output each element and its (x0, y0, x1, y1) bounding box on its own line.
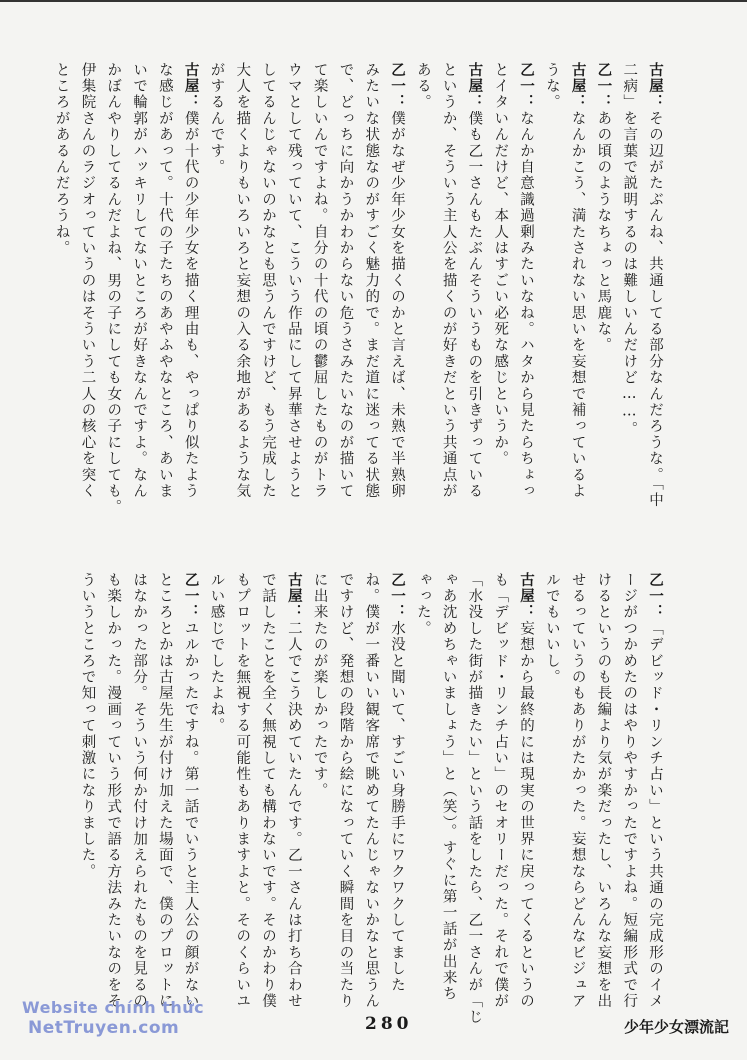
line-text: みたいな状態なのがすごく魅力的で。まだ道に迷ってる状態 (363, 62, 380, 500)
speaker-label: 古屋： (569, 62, 586, 111)
text-line (332, 62, 358, 499)
speaker-label: 乙一： (389, 572, 406, 621)
line-text: せるっていうのもありがたかった。妄想ならどんなビジュア (569, 572, 586, 1010)
line-text: あの頃のようなちょっと馬鹿な。 (595, 110, 612, 354)
speaker-label: 乙一： (647, 572, 663, 621)
upper-text-block (48, 62, 667, 516)
text-line (435, 572, 461, 1002)
text-line (228, 62, 254, 499)
line-text: ところとかは古屋先生が付け加えた場面で、僕のプロットに (156, 572, 173, 1010)
text-line (590, 62, 616, 354)
line-text: に出来たのが楽しかったです。 (311, 572, 328, 799)
page-number: 280 (365, 1014, 413, 1034)
text-line (228, 572, 254, 1009)
text-line (74, 572, 100, 880)
text-line (177, 62, 203, 499)
line-text: かぼんやりしてるんだよね、男の子にしても女の子にしても。 (105, 62, 122, 516)
line-text: な感じがあって。十代の子たちのあやふやなところ、あいま (156, 62, 173, 500)
text-line (512, 572, 538, 1009)
text-line (306, 62, 332, 499)
line-text: で、どっちに向かうかわからない危うさみたいなのが描いて (337, 62, 354, 500)
text-line (590, 572, 616, 1009)
line-text: ユルかったですね。第一話でいうと主人公の顔がない (182, 620, 199, 1010)
text-line (151, 62, 177, 499)
speaker-label: 乙一： (595, 62, 612, 111)
line-text: 僕も乙一さんもたぶんそういうものを引きずっている (466, 110, 483, 500)
line-text: 「水没した街が描きたい」という話をしたら、乙一さんが「じ (466, 572, 483, 1026)
text-line (151, 572, 177, 1009)
line-text: ね。僕が一番いい観客席で眺めてたんじゃないかなと思うん (363, 572, 380, 1010)
line-text: ところがあるんだろうね。 (53, 62, 70, 257)
text-line (254, 62, 280, 499)
text-line (332, 572, 358, 1009)
line-text: ある。 (414, 62, 431, 111)
line-text: ウマとして残っていて、こういう作品にして昇華させようと (285, 62, 302, 500)
speaker-label: 乙一： (389, 62, 406, 111)
text-line (512, 62, 538, 499)
text-line (203, 62, 229, 175)
line-text: ゃった。 (414, 572, 431, 637)
speaker-label: 乙一： (518, 62, 535, 111)
text-line (435, 62, 461, 499)
text-line (280, 62, 306, 499)
line-text: とイタいんだけど、本人はすごい必死な感じというか。 (492, 62, 509, 467)
book-title: 少年少女漂流記 (623, 1018, 729, 1036)
text-line (615, 572, 641, 1009)
line-text: ゃあ沈めちゃいましょう」と（笑）。すぐに第一話が出来ち (440, 572, 457, 1003)
text-line (486, 572, 512, 1009)
line-text: ージがつかめたのはやりやすかったですよね。短編形式で行 (621, 572, 638, 1010)
text-line (357, 62, 383, 499)
speaker-label: 古屋： (182, 62, 199, 111)
text-line (125, 572, 151, 1009)
line-text: も「デビッド・リンチ占い」のセオリーだった。それで僕が (492, 572, 509, 1010)
text-line (254, 572, 280, 1009)
text-line (177, 572, 203, 1009)
line-text: はなかった部分。そういう何か付け加えられたものを見るの (131, 572, 148, 1010)
line-text: 僕が十代の少年少女を描く理由も、やっぱり似たよう (182, 110, 199, 500)
line-text: 伊集院さんのラジオっていうのはそういう二人の核心を突く (79, 62, 96, 500)
text-line (564, 572, 590, 1009)
line-text: ういうところで知って刺激になりました。 (79, 572, 96, 880)
text-line (74, 62, 100, 499)
text-line (615, 62, 641, 438)
text-line (99, 572, 125, 1009)
speaker-label: 乙一： (182, 572, 199, 621)
line-text: してるんじゃないのかなとも思うんですけど、もう完成した (260, 62, 277, 500)
line-text: いで輪郭がハッキリしてないところが好きなんですよ。なん (131, 62, 148, 500)
text-line (203, 572, 229, 734)
text-line (99, 62, 125, 516)
text-line (641, 62, 667, 508)
line-text: ルでもいいし。 (543, 572, 560, 686)
line-text: がするんです。 (208, 62, 225, 176)
line-text: うな。 (543, 62, 560, 111)
line-text: 妄想から最終的には現実の世界に戻ってくるというの (518, 620, 535, 1010)
text-line (383, 62, 409, 499)
line-text: けるというのも長編より気が楽だったし、いろんな妄想を出 (595, 572, 612, 1010)
speaker-label: 古屋： (647, 62, 663, 111)
text-line (538, 62, 564, 111)
text-line (564, 62, 590, 499)
line-text: で話したことを全く無視しても構わないです。そのかわり僕 (260, 572, 277, 1010)
line-text: 二病」を言葉で説明するのは難しいんだけど……。 (621, 62, 638, 438)
text-line (306, 572, 332, 799)
line-text: もプロットを無視する可能性もありますよと。そのくらいユ (234, 572, 251, 1010)
text-line (538, 572, 564, 685)
text-line (409, 572, 435, 637)
top-border (0, 0, 747, 2)
line-text: 水没と聞いて、すごい身勝手にワクワクしてました (389, 620, 406, 994)
speaker-label: 古屋： (518, 572, 535, 621)
text-line (461, 62, 487, 499)
text-line (357, 572, 383, 1009)
text-line (280, 572, 306, 1009)
line-text: ルい感じでしたよね。 (208, 572, 225, 734)
speaker-label: 古屋： (285, 572, 302, 621)
line-text: 大人を描くよりもいろいろと妄想の入る余地があるような気 (234, 62, 251, 500)
watermark-line1: Website chính thức (22, 998, 205, 1017)
line-text: 「デビッド・リンチ占い」という共通の完成形のイメ (647, 620, 663, 1010)
speaker-label: 古屋： (466, 62, 483, 111)
line-text: ですけど、発想の段階から絵になっていく瞬間を目の当たり (337, 572, 354, 1010)
text-line (125, 62, 151, 499)
line-text: 僕がなぜ少年少女を描くのかと言えば、未熟で半熟卵 (389, 110, 406, 500)
line-text: なんか自意識過剰みたいなね。ハタから見たらちょっ (518, 110, 535, 500)
text-line (486, 62, 512, 467)
line-text: というか、そういう主人公を描くのが好きだという共通点が (440, 62, 457, 500)
line-text: なんかこう、満たされない思いを妄想で補っているよ (569, 110, 586, 500)
line-text: 二人でこう決めていたんです。乙一さんは打ち合わせ (285, 620, 302, 1010)
text-line (409, 62, 435, 111)
text-line (641, 572, 667, 1009)
text-line (48, 62, 74, 256)
line-text: も楽しかった。漫画っていう形式で語る方法みたいなのをそ (105, 572, 122, 1010)
watermark-line2: NetTruyen.com (28, 1018, 180, 1038)
text-line (461, 572, 487, 1026)
text-line (383, 572, 409, 993)
line-text: その辺がたぶんね、共通してる部分なんだろうな。「中 (647, 110, 663, 509)
line-text: て楽しいんですよね。自分の十代の頃の鬱屈したものがトラ (311, 62, 328, 500)
